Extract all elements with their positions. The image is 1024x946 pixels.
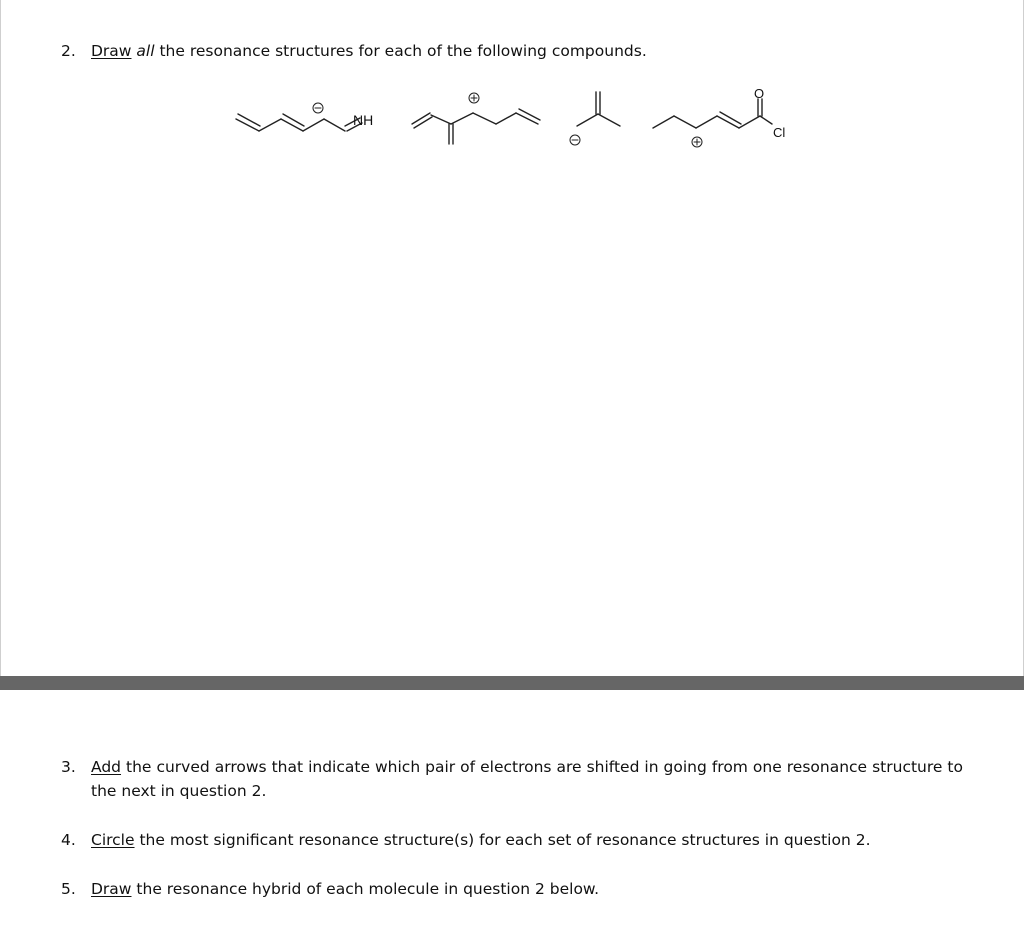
molecule-2 bbox=[412, 93, 540, 144]
molecule-3 bbox=[570, 92, 620, 145]
question-2-emphasis: all bbox=[136, 42, 155, 60]
molecule-1-nitrogen-label: NH bbox=[353, 112, 374, 128]
question-3-text bbox=[91, 755, 963, 803]
question-4 bbox=[61, 828, 971, 852]
molecule-1 bbox=[236, 103, 362, 131]
worksheet-page-lower bbox=[0, 690, 1024, 946]
question-3-verb: Add bbox=[91, 758, 122, 776]
question-2-verb: Draw bbox=[91, 42, 132, 60]
question-2-number: 2. bbox=[61, 42, 76, 60]
molecule-4 bbox=[653, 99, 772, 147]
page-divider-bar bbox=[0, 676, 1024, 690]
question-3 bbox=[61, 755, 971, 805]
question-2-rest: the resonance structures for each of the following compounds. bbox=[154, 42, 647, 60]
question-5-verb: Draw bbox=[91, 880, 132, 898]
question-5 bbox=[61, 877, 971, 901]
question-4-verb: Circle bbox=[91, 831, 135, 849]
molecule-4-chlorine-label: Cl bbox=[773, 125, 786, 140]
question-3-number: 3. bbox=[61, 758, 76, 776]
question-5-text bbox=[91, 877, 599, 901]
question-4-number: 4. bbox=[61, 831, 76, 849]
molecule-4-oxygen-label: O bbox=[754, 86, 765, 101]
question-5-number: 5. bbox=[61, 880, 76, 898]
question-5-rest: the resonance hybrid of each molecule in question 2 below. bbox=[131, 880, 600, 898]
question-3-rest: the curved arrows that indicate which pair of electrons are shifted in going from one resonance structure to the next in question 2. bbox=[91, 758, 963, 800]
question-4-text bbox=[91, 828, 871, 852]
question-4-rest: the most significant resonance structure(s) for each set of resonance structures in question 2. bbox=[134, 831, 871, 849]
